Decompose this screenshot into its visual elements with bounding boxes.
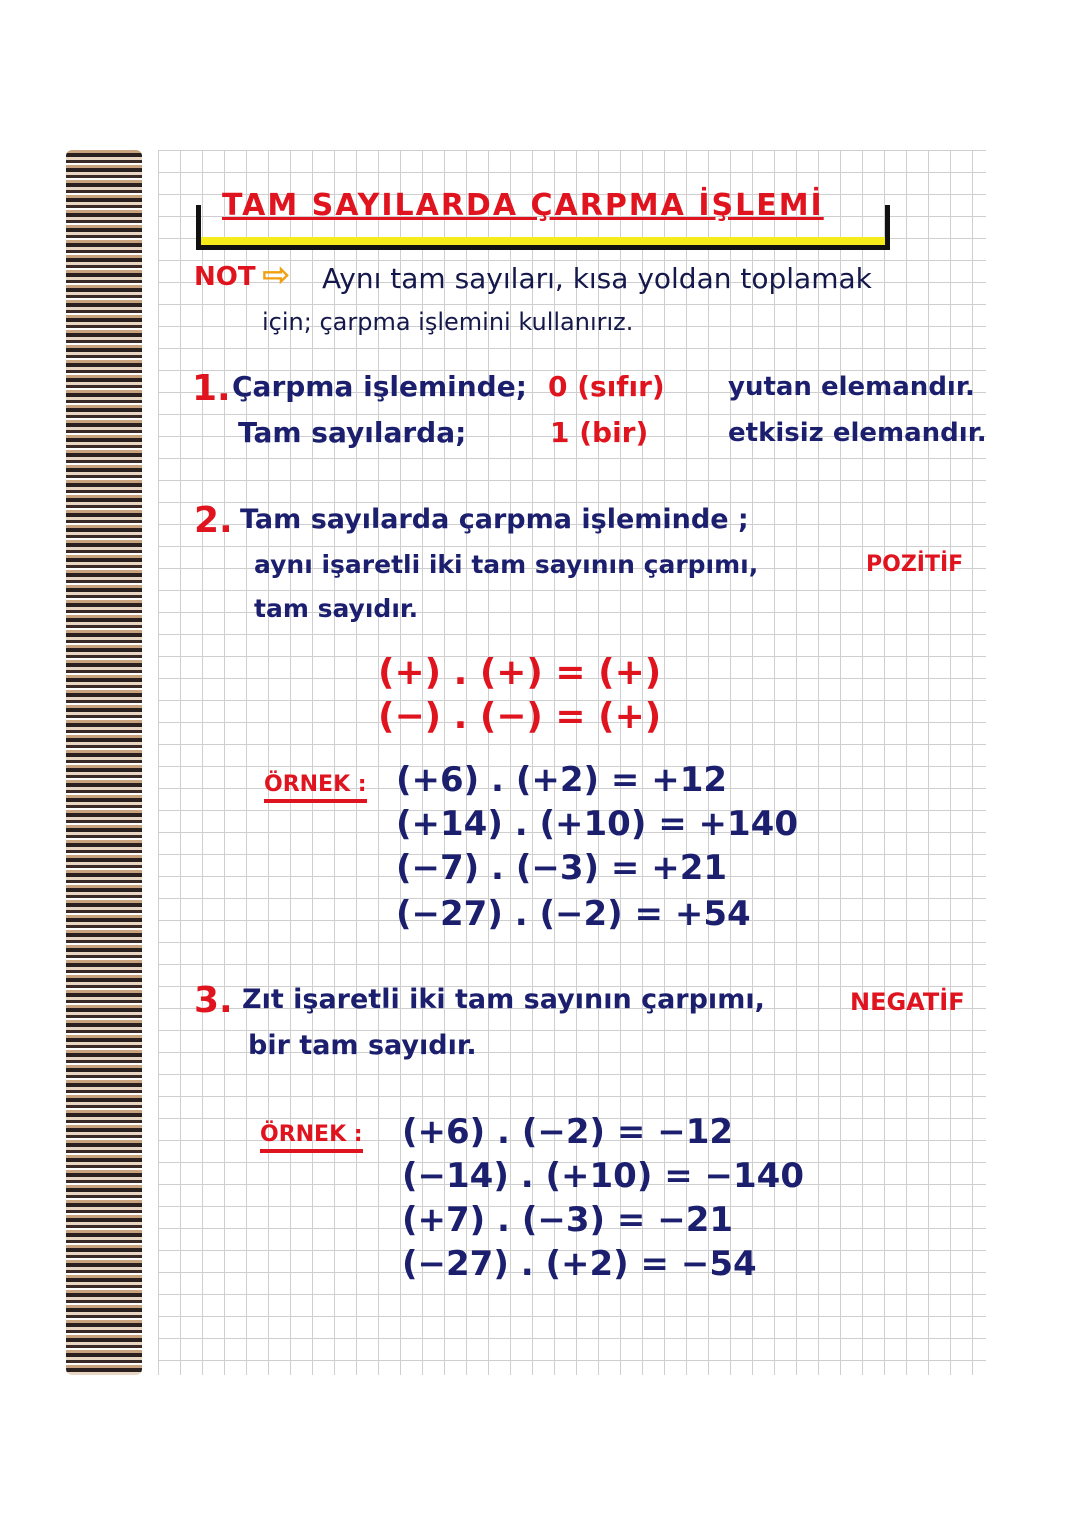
rule2-line2: aynı işaretli iki tam sayının çarpımı, — [254, 550, 759, 579]
arrow-icon: ⇨ — [262, 255, 291, 295]
notebook-spiral — [66, 150, 142, 1375]
rule1-line2-text: Tam sayılarda; — [238, 416, 467, 449]
rule3-example-4: (−27) . (+2) = −54 — [402, 1244, 757, 1284]
rule3-example-label: ÖRNEK : — [260, 1122, 363, 1153]
page-title: TAM SAYILARDA ÇARPMA İŞLEMİ — [222, 188, 824, 223]
rule2-example-3: (−7) . (−3) = +21 — [396, 848, 728, 888]
rule1-one: 1 (bir) — [550, 416, 649, 449]
note-line2: için; çarpma işlemini kullanırız. — [262, 308, 634, 336]
sign-rule-plus: (+) . (+) = (+) — [378, 652, 662, 693]
rule1-absorbing: yutan elemandır. — [728, 372, 975, 402]
rule1-identity: etkisiz elemandır. — [728, 418, 987, 448]
rule2-line1: Tam sayılarda çarpma işleminde ; — [240, 504, 749, 535]
rule2-example-4: (−27) . (−2) = +54 — [396, 894, 751, 934]
note-label: NOT — [194, 262, 256, 292]
rule3-example-2: (−14) . (+10) = −140 — [402, 1156, 804, 1196]
rule3-line1: Zıt işaretli iki tam sayının çarpımı, — [242, 984, 765, 1015]
rule3-example-1: (+6) . (−2) = −12 — [402, 1112, 734, 1152]
rule1-zero: 0 (sıfır) — [548, 370, 665, 403]
sign-rule-minus: (−) . (−) = (+) — [378, 696, 662, 737]
rule2-example-label: ÖRNEK : — [264, 772, 367, 803]
rule2-example-1: (+6) . (+2) = +12 — [396, 760, 728, 800]
rule1-line1-text: Çarpma işleminde; — [232, 370, 527, 403]
positive-label: POZİTİF — [866, 552, 964, 577]
rule2-number: 2. — [194, 500, 233, 541]
rule3-line2: bir tam sayıdır. — [248, 1030, 477, 1061]
rule2-line3: tam sayıdır. — [254, 594, 419, 623]
rule2-example-2: (+14) . (+10) = +140 — [396, 804, 798, 844]
note-line1: Aynı tam sayıları, kısa yoldan toplamak — [322, 262, 872, 295]
negative-label: NEGATİF — [850, 988, 965, 1016]
rule3-example-3: (+7) . (−3) = −21 — [402, 1200, 734, 1240]
rule1-number: 1. — [192, 368, 231, 409]
rule3-number: 3. — [194, 980, 233, 1021]
